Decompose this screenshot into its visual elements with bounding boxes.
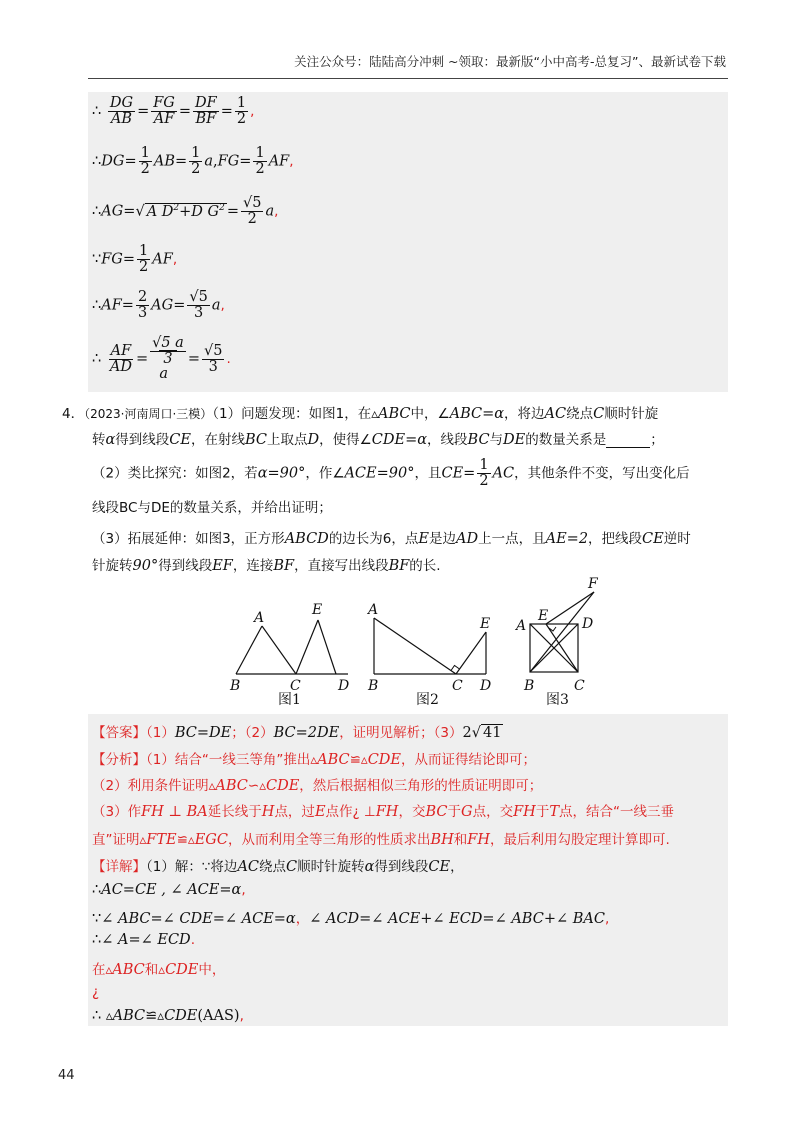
figure-1 [229,602,349,708]
fig1-label-B: B [230,678,241,694]
fig2-caption: 图2 [416,692,439,708]
analysis-line-2: （2）利用条件证明▵ABC∽▵CDE，然后根据相似三角形的性质证明即可； [92,778,543,794]
problem-line-4: 线段BC与DE的数量关系，并给出证明； [92,500,332,516]
sol-line-2: ∴DG= $\frac{1}{2}$ AB= $\frac{1}{2}$ a,FG= $\frac{1}{2}$ AF, [92,145,294,177]
answer-line: 【答案】（1）BC=DE；（2）BC=2DE，证明见解析；（3）2√ 41 [92,725,502,741]
detail-line-3: ∵∠ ABC=∠ CDE=∠ ACE=α，∠ ACD=∠ ACE+∠ ECD=∠ ABC+∠ BAC, [92,911,610,927]
figures-diagram [220,576,620,708]
sol-line-1: ∴ $\frac{DG}{AB}$ = $\frac{FG}{AF}$ = $\frac{DF}{BF}$ = $\frac{1}{2}$ , [92,95,255,127]
fig3-label-A: A [516,618,527,634]
detail-line-6: ¿ [92,984,100,1000]
analysis-line-3: （3）作FH ⊥ BA延长线于H点，过E点作¿ ⊥FH，交BC于G点，交FH于T点，结合“一线三垂 [92,804,674,820]
problem-line-2: 转α得到线段CE，在射线BC上取点D，使得∠CDE=α，线段BC与DE的数量关系是 ； [92,432,664,448]
problem-line-1: 4．（2023·河南周口·三模）（1）问题发现：如图1，在▵ABC中，∠ABC=α，将边AC绕点C顺时针旋 [62,406,659,422]
figure-2 [366,602,491,708]
fig3-caption: 图3 [546,692,569,708]
fig1-caption: 图1 [278,692,301,708]
fig2-label-E: E [480,616,491,632]
fig2-label-D: D [480,678,492,694]
problem-line-5: （3）拓展延伸：如图3，正方形ABCD的边长为6，点E是边AD上一点，且AE=2，把线段CE逆时 [92,531,691,547]
fig1-label-C: C [290,678,301,694]
page-number: 44 [58,1068,75,1083]
problem-line-3: （2）类比探究：如图2，若α=90°，作∠ACE=90°，且CE= $\frac{1}{2}$ AC，其他条件不变，写出变化后 [92,457,690,489]
detail-line-4: ∴∠ A=∠ ECD. [92,932,195,948]
sol-line-3: ∴AG=√ A $D^2+D$ $G^2$ = $\frac{√5}{2}$ a, [92,195,279,227]
sol-line-4: ∵FG= $\frac{1}{2}$ AF, [92,243,178,275]
fig3-label-B: B [524,678,535,694]
fig1-label-D: D [338,678,350,694]
figure-3 [514,576,599,708]
fig3-label-D: D [582,616,594,632]
fig3-label-E: E [538,608,549,624]
fig2-label-B: B [368,678,379,694]
detail-line-1: 【详解】（1）解：∵将边AC绕点C顺时针旋转α得到线段CE， [92,859,464,875]
analysis-line-1: 【分析】（1）结合“一线三等角”推出▵ABC≌▵CDE，从而证得结论即可； [92,752,537,768]
fig3-label-C: C [574,678,585,694]
fig2-label-C: C [452,678,463,694]
fig1-label-A: A [254,610,265,626]
detail-line-5: 在▵ABC和▵CDE中， [92,962,226,978]
sol-line-6: ∴ $\frac{AF}{AD}$ = √5 a 3 a = $\frac{√5}{3}$ . [92,335,231,382]
page-header: 关注公众号：陆陆高分冲刺 ~领取：最新版“小中高考-总复习”、最新试卷下载 [294,54,726,69]
problem-line-6: 针旋转90°得到线段EF，连接BF，直接写出线段BF的长. [92,558,441,574]
fig2-label-A: A [368,602,379,618]
analysis-line-4: 直”证明▵FTE≌▵EGC，从而利用全等三角形的性质求出BH和FH，最后利用勾股定理计算即可. [92,832,670,848]
fig1-label-E: E [312,602,323,618]
sol-line-5: ∴AF= $\frac{2}{3}$ AG= $\frac{√5}{3}$ a, [92,289,225,321]
fig3-label-F: F [588,576,598,592]
header-rule [88,78,728,79]
answer-blank [606,447,650,448]
detail-line-7: ∴ ▵ABC≌▵CDE(AAS), [92,1008,244,1024]
detail-line-2: ∴AC=CE , ∠ ACE=α, [92,882,246,898]
